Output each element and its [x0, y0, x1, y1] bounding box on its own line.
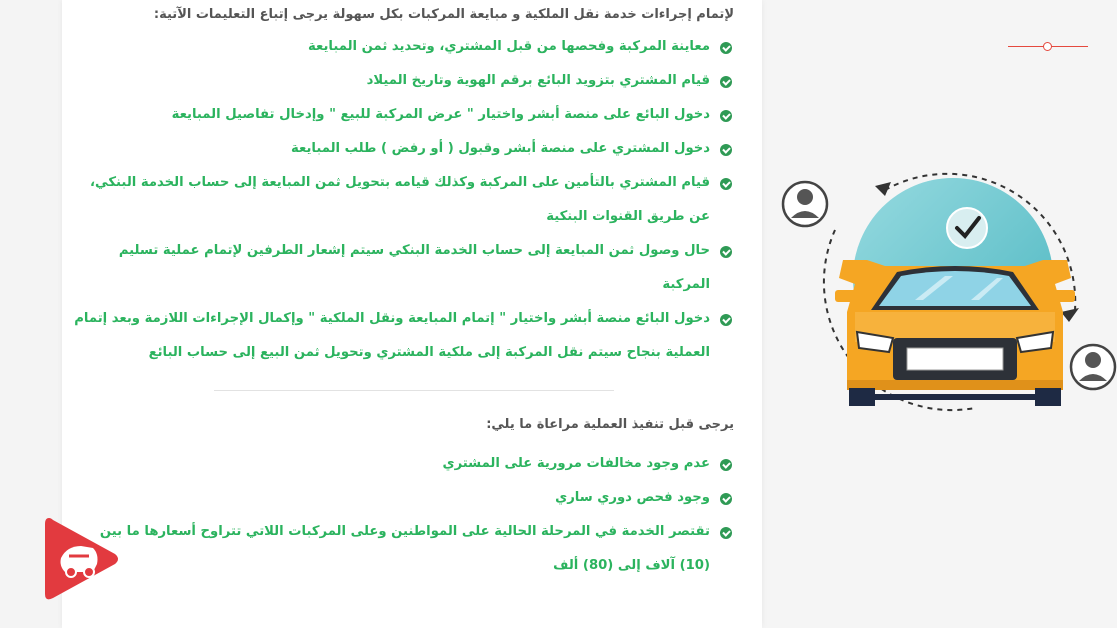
decorative-dot — [1043, 42, 1052, 51]
check-circle-icon — [720, 76, 732, 88]
brand-logo — [41, 514, 119, 604]
check-circle-icon — [720, 246, 732, 258]
step-item — [74, 30, 734, 64]
section-divider — [214, 390, 614, 391]
checkmark-icon — [947, 208, 987, 248]
check-circle-icon — [720, 493, 732, 505]
arrowhead-right — [1061, 308, 1079, 322]
note-item — [74, 447, 734, 481]
step-text: دخول البائع على منصة أبشر واختيار " عرض المركبة للبيع " وإدخال تفاصيل المبايعة — [171, 107, 710, 122]
check-circle-icon — [720, 314, 732, 326]
step-item — [74, 166, 734, 234]
step-text: قيام المشتري بالتأمين على المركبة وكذلك قيامه بتحويل ثمن المبايعة إلى حساب الخدمة البنكي، عن طريق القنوات البنكية — [90, 175, 710, 224]
step-item — [74, 132, 734, 166]
check-circle-icon — [720, 144, 732, 156]
step-text: معاينة المركبة وفحصها من قبل المشتري، وتحديد ثمن المبايعة — [308, 39, 710, 54]
note-item — [74, 515, 734, 583]
user-icon — [783, 182, 827, 226]
step-item — [74, 234, 734, 302]
step-text: دخول البائع منصة أبشر واختيار " إتمام المبايعة ونقل الملكية " وإكمال الإجراءات اللازمة وبعد إتمام العملية بنجاح سيتم نقل المركبة إلى ملكية المشتري وتحويل ثمن البيع إلى حساب البائع — [74, 311, 710, 360]
note-item — [74, 481, 734, 515]
check-circle-icon — [720, 459, 732, 471]
check-circle-icon — [720, 527, 732, 539]
check-circle-icon — [720, 42, 732, 54]
car-icon — [835, 260, 1075, 406]
note-text: عدم وجود مخالفات مرورية على المشتري — [442, 456, 710, 471]
intro-heading: لإتمام إجراءات خدمة نقل الملكية و مبايعة المركبات بكل سهولة يرجى إتباع التعليمات الآتية: — [153, 7, 734, 22]
step-item — [74, 302, 734, 370]
step-item — [74, 64, 734, 98]
check-circle-icon — [720, 178, 732, 190]
user-icon — [1071, 345, 1115, 389]
note-text: تقتصر الخدمة في المرحلة الحالية على المواطنين وعلى المركبات اللاتي تتراوح أسعارها ما بين (10) آلاف إلى (80) ألف — [99, 524, 710, 573]
step-text: حال وصول ثمن المبايعة إلى حساب الخدمة البنكي سيتم إشعار الطرفين لإتمام عملية تسليم المركبة — [118, 243, 710, 292]
note-text: وجود فحص دوري ساري — [555, 490, 710, 505]
notes-list — [74, 447, 734, 583]
notes-heading: يرجى قبل تنفيذ العملية مراعاة ما يلي: — [486, 417, 734, 432]
instructions-column — [74, 0, 734, 583]
steps-list — [74, 30, 734, 370]
step-text: دخول المشتري على منصة أبشر وقبول ( أو رفض ) طلب المبايعة — [291, 141, 710, 156]
check-circle-icon — [720, 110, 732, 122]
step-item — [74, 98, 734, 132]
car-illustration — [775, 160, 1117, 420]
step-text: قيام المشتري بتزويد البائع برقم الهوية وتاريخ الميلاد — [366, 73, 710, 88]
